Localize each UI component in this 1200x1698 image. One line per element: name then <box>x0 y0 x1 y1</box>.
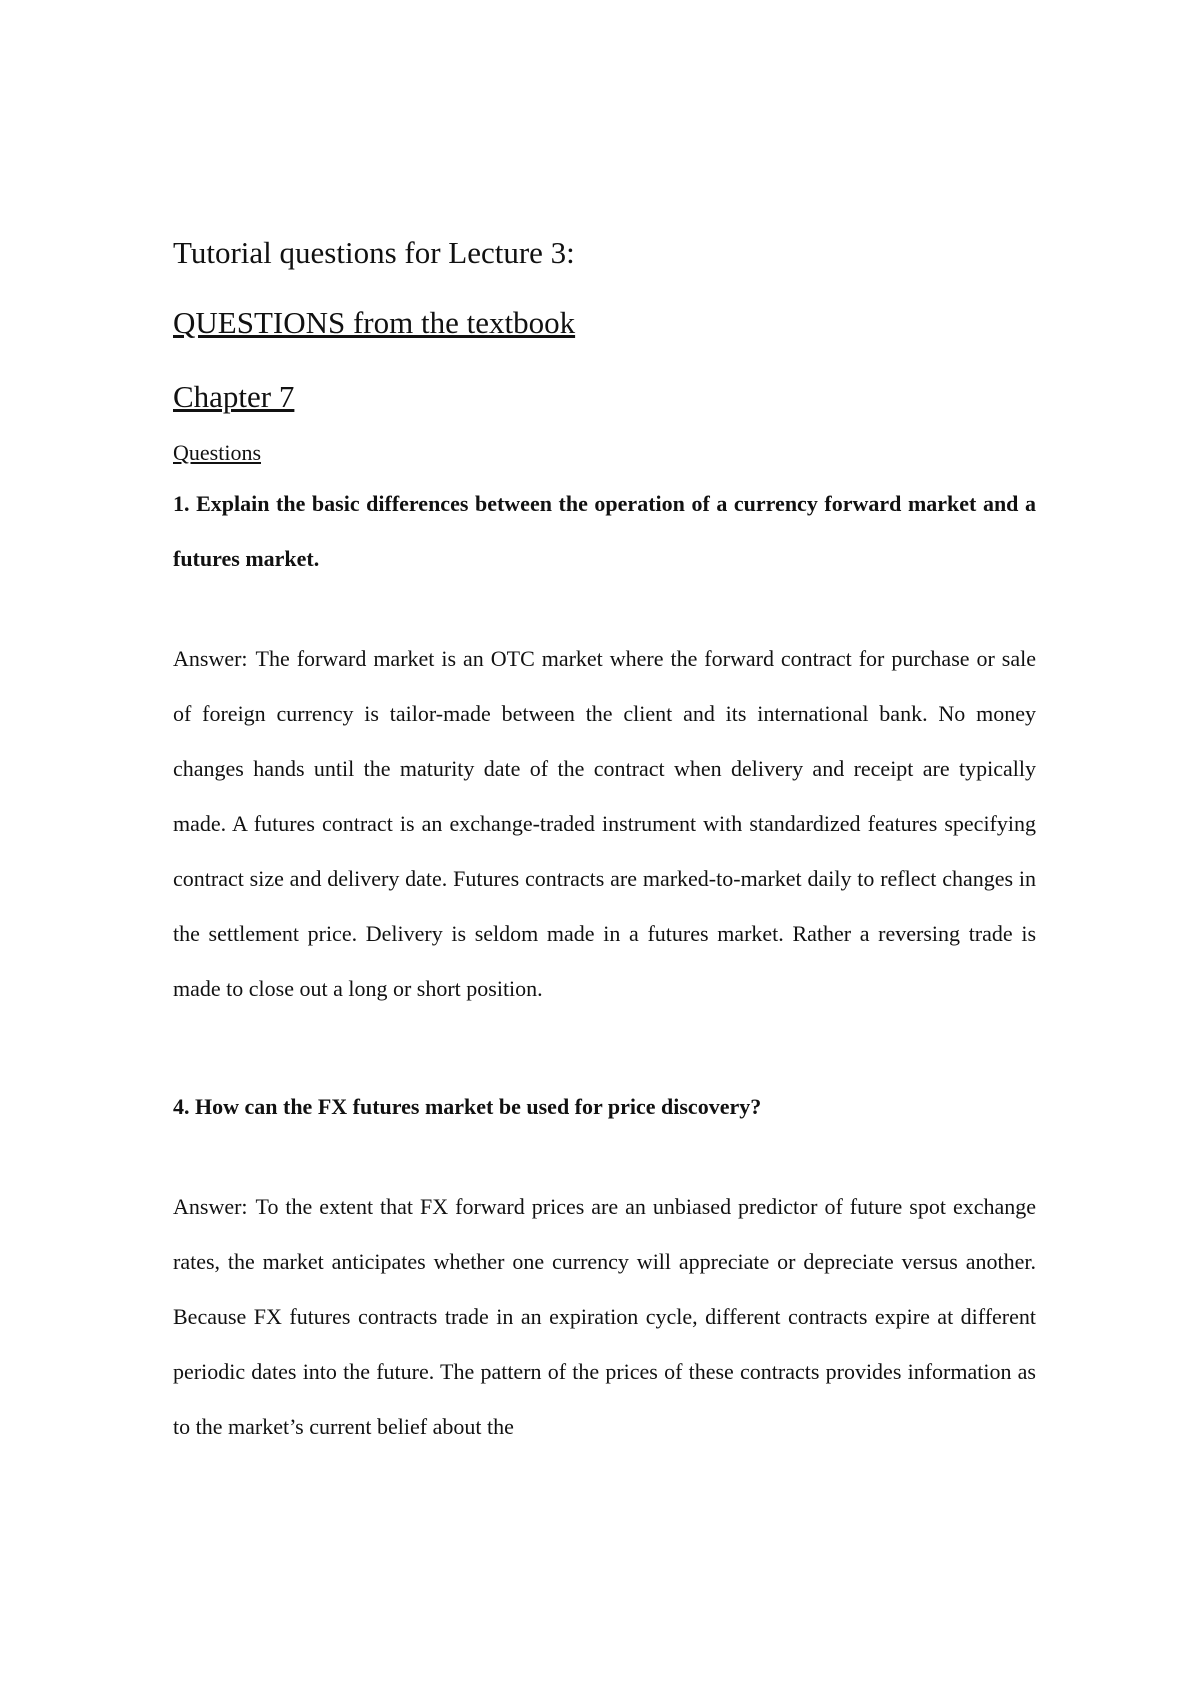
document-content <box>173 235 1036 1454</box>
page-title: Tutorial questions for Lecture 3: <box>173 235 575 270</box>
question-4: 4. How can the FX futures market be used for price discovery? <box>173 1094 762 1119</box>
answer-1 <box>173 631 1036 1016</box>
answer-4 <box>173 1179 1036 1454</box>
question-1: 1. Explain the basic differences between the operation of a currency forward market and a futures market. <box>173 491 1036 571</box>
chapter-heading: Chapter 7 <box>173 379 295 414</box>
questions-section-label: Questions <box>173 440 261 465</box>
answer-1-label: Answer: <box>173 646 248 671</box>
document-subtitle: QUESTIONS from the textbook <box>173 305 576 340</box>
answer-4-text: To the extent that FX forward prices are an unbiased predictor of future spot exchange rates, the market anticipates whether one currency will appreciate or depreciate versus another. Because FX futures contracts trade in an expiration cycle, different contracts expire at different periodic dates into the future. The pattern of the prices of these contracts provides information as to the market’s current belief about the <box>173 1194 1036 1439</box>
answer-1-text: The forward market is an OTC market where the forward contract for purchase or sale of foreign currency is tailor-made between the client and its international bank. No money changes hands until the maturity date of the contract when delivery and receipt are typically made. A futures contract is an exchange-traded instrument with standardized features specifying contract size and delivery date. Futures contracts are marked-to-market daily to reflect changes in the settlement price. Delivery is seldom made in a futures market. Rather a reversing trade is made to close out a long or short position. <box>173 646 1036 1001</box>
answer-4-label: Answer: <box>173 1194 248 1219</box>
